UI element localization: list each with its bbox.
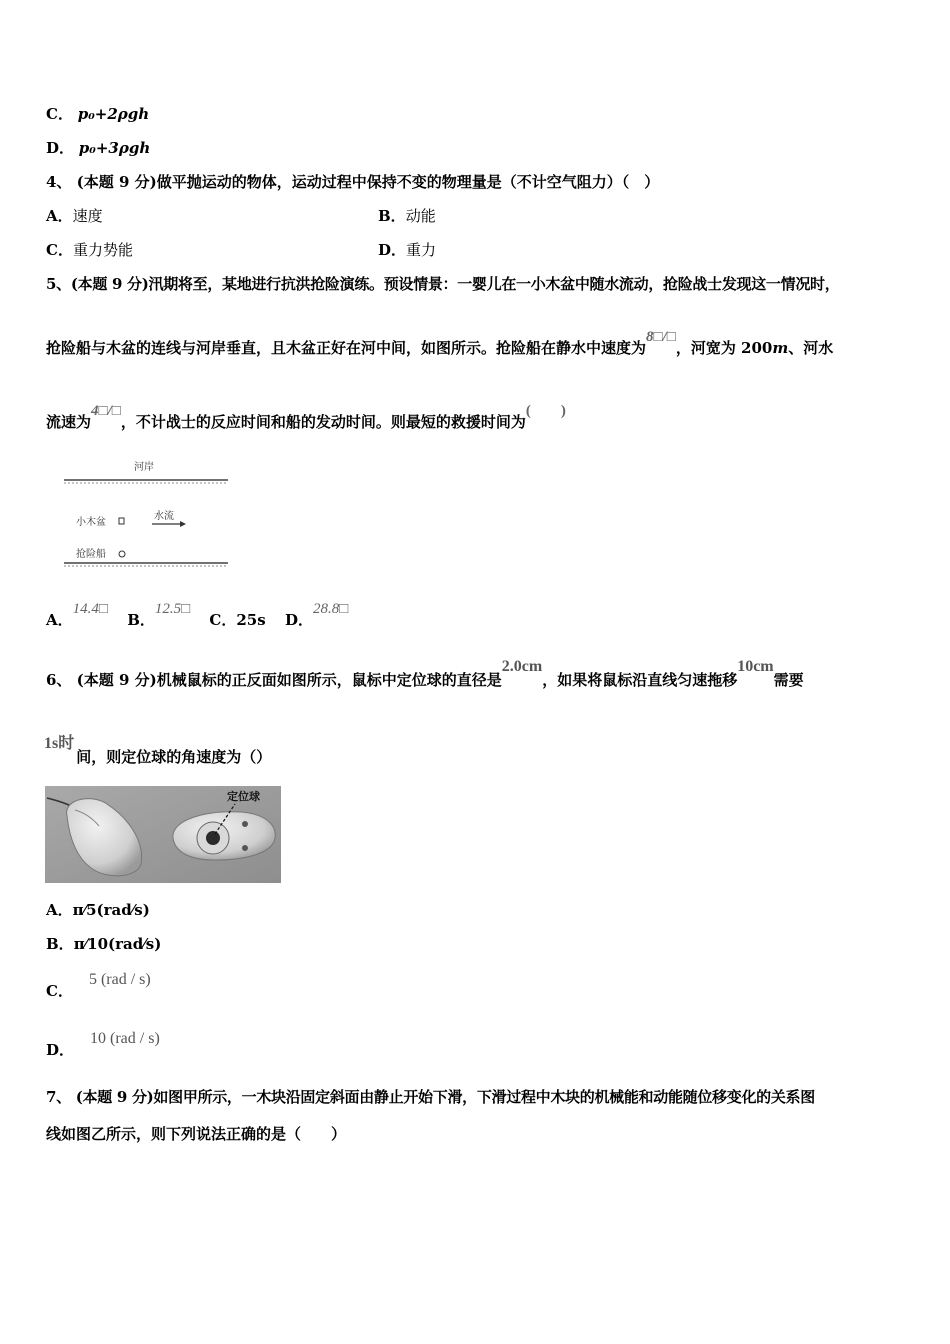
option-label: C． — [209, 611, 237, 629]
option-text: 25s — [236, 611, 266, 629]
q5-line2-text-b: ，河宽为 200 — [675, 339, 773, 357]
option-label: B． — [378, 207, 406, 225]
option-label: D． — [46, 1041, 75, 1059]
option-formula: 28.8□ — [312, 601, 349, 617]
q4-stem: 4、 (本题 9 分)做平抛运动的物体，运动过程中保持不变的物理量是（不计空气阻力）（ ） — [46, 173, 660, 191]
option-label: C． — [46, 241, 73, 259]
option-formula: 14.4□ — [72, 601, 108, 617]
option-text: π⁄10(rad⁄s) — [73, 935, 162, 953]
q5-line1: 5、(本题 9 分)汛期将至，某地进行抗洪抢险演练。预设情景：一婴儿在一小木盆中随水流动，抢险战士发现这一情况时， — [46, 275, 840, 293]
option-label: D． — [284, 611, 313, 629]
q4-option-b — [378, 205, 436, 226]
option-label: B． — [127, 611, 155, 629]
q5-option-a — [46, 601, 108, 630]
option-text: 重力势能 — [72, 241, 133, 259]
option-label: B． — [46, 935, 74, 953]
q5-line3-text: 流速为 — [46, 413, 92, 431]
option-text: 速度 — [72, 207, 103, 225]
q7-line1: 7、 (本题 9 分)如图甲所示，一木块沿固定斜面由静止开始下滑，下滑过程中木块的机械能和动能随位移变化的关系图 — [46, 1088, 815, 1106]
q6-line2-text: 间，则定位球的角速度为（） — [76, 748, 272, 766]
option-label: D． — [378, 241, 407, 259]
bank-label: 河岸 — [134, 462, 154, 473]
option-label: A． — [46, 611, 73, 629]
option-text: p₀+3ρgh — [78, 139, 151, 157]
answer-blank: ( ) — [525, 403, 566, 419]
q3-option-d — [46, 137, 150, 158]
q5-line2 — [46, 329, 834, 358]
q6-option-a — [46, 899, 150, 920]
screw-icon — [242, 845, 248, 851]
q4-option-d — [378, 239, 436, 260]
q4-option-c — [46, 239, 133, 260]
q6-option-d — [46, 1030, 160, 1060]
q6-option-c — [46, 971, 151, 1001]
q4-option-a — [46, 205, 103, 226]
option-text: π⁄5(rad⁄s) — [72, 901, 150, 919]
boat-marker — [119, 551, 125, 557]
q5-line3-text-b: ，不计战士的反应时间和船的发动时间。则最短的救援时间为 — [120, 413, 526, 431]
mouse-photo — [45, 786, 281, 883]
option-formula: 10 (rad / s) — [90, 1030, 160, 1047]
distance-formula: 10cm — [737, 658, 774, 675]
river-figure — [60, 455, 235, 573]
option-text: 动能 — [405, 207, 436, 225]
boat-speed-formula: 8□/□ — [646, 329, 676, 345]
q6-line1-text-c: 需要 — [773, 671, 804, 689]
ball-label: 定位球 — [227, 790, 260, 803]
option-label: C． — [46, 105, 73, 123]
q6-line2 — [44, 735, 272, 767]
diameter-formula: 2.0cm — [501, 658, 543, 675]
q5-options — [46, 601, 362, 630]
q3-option-c — [46, 103, 149, 124]
option-formula: 5 (rad / s) — [88, 971, 151, 988]
flow-arrow-head — [180, 521, 186, 527]
unit-m: m — [772, 339, 789, 357]
water-speed-formula: 4□/□ — [91, 403, 121, 419]
q5-option-c — [209, 609, 265, 630]
option-text: 重力 — [406, 241, 437, 259]
boat-label: 抢险船 — [76, 549, 106, 560]
flow-label: 水流 — [154, 511, 174, 522]
option-label: A． — [46, 207, 73, 225]
basin-marker — [119, 518, 124, 524]
option-label: A． — [46, 901, 73, 919]
q5-option-b — [127, 601, 191, 630]
screw-icon — [242, 821, 248, 827]
q7-line2: 线如图乙所示，则下列说法正确的是（ ） — [46, 1125, 347, 1143]
option-formula: 12.5□ — [154, 601, 191, 617]
q5-line2-text: 抢险船与木盆的连线与河岸垂直，且木盆正好在河中间，如图所示。抢险船在静水中速度为 — [46, 339, 647, 357]
option-text: p₀+2ρgh — [77, 105, 150, 123]
basin-label: 小木盆 — [76, 517, 106, 528]
time-formula: 1s时 — [44, 735, 75, 752]
tracking-ball-icon — [206, 831, 220, 845]
option-label: D． — [46, 139, 75, 157]
q6-line1 — [46, 658, 804, 690]
q5-line3 — [46, 403, 566, 432]
q5-option-d — [284, 601, 349, 630]
option-label: C． — [46, 982, 73, 1000]
q6-line1-text-b: ，如果将鼠标沿直线匀速拖移 — [542, 671, 738, 689]
q6-option-b — [46, 933, 161, 954]
q6-line1-text: 6、 (本题 9 分)机械鼠标的正反面如图所示，鼠标中定位球的直径是 — [46, 671, 502, 689]
q5-line2-text-c: 、河水 — [788, 339, 834, 357]
